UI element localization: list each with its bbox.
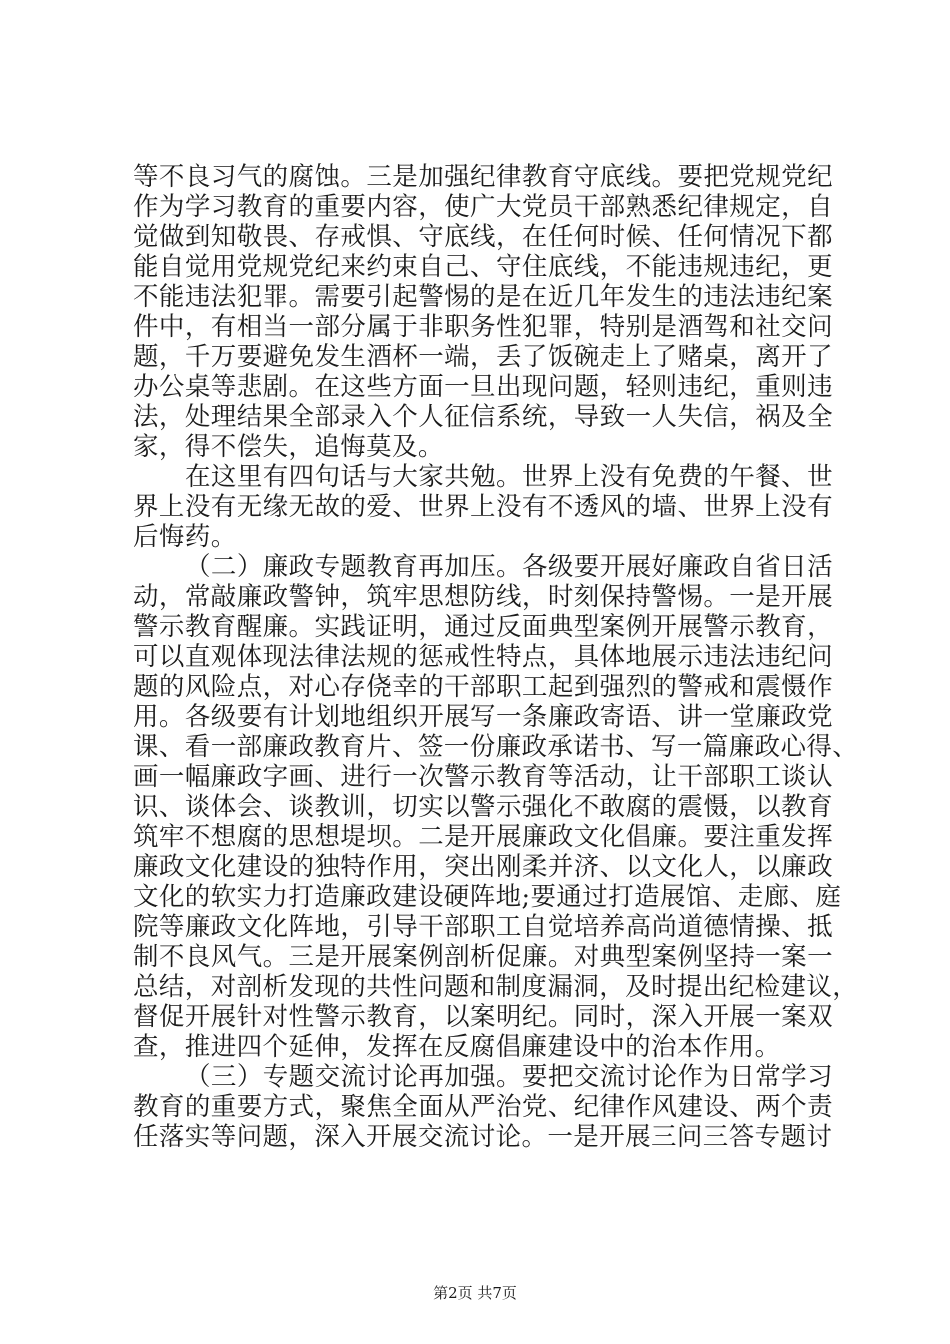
text-line: 题，千万要避免发生酒杯一端，丢了饭碗走上了赌桌，离开了: [133, 342, 833, 372]
document-body: [133, 162, 859, 1152]
text-line: 不能违法犯罪。需要引起警惕的是在近几年发生的违法违纪案: [133, 282, 833, 312]
text-line: 题的风险点，对心存侥幸的干部职工起到强烈的警戒和震慑作: [133, 672, 833, 702]
text-line: 件中，有相当一部分属于非职务性犯罪，特别是酒驾和社交问: [133, 312, 833, 342]
text-line: 家，得不偿失，追悔莫及。: [133, 432, 444, 462]
text-line: 筑牢不想腐的思想堤坝。二是开展廉政文化倡廉。要注重发挥: [133, 822, 833, 852]
text-line: 查，推进四个延伸，发挥在反腐倡廉建设中的治本作用。: [133, 1032, 781, 1062]
text-line: （三）专题交流讨论再加强。要把交流讨论作为日常学习: [185, 1062, 833, 1092]
paragraph-section-three: [133, 1062, 833, 1152]
text-line: 动，常敲廉政警钟，筑牢思想防线，时刻保持警惕。一是开展: [133, 582, 833, 612]
text-line: 能自觉用党规党纪来约束自己、守住底线，不能违规违纪，更: [133, 252, 833, 282]
text-line: 督促开展针对性警示教育，以案明纪。同时，深入开展一案双: [133, 1002, 833, 1032]
paragraph-four-sayings: [133, 462, 833, 552]
text-line: 界上没有无缘无故的爱、世界上没有不透风的墙、世界上没有: [133, 492, 833, 522]
text-line: 后悔药。: [133, 522, 237, 552]
text-line: 等不良习气的腐蚀。三是加强纪律教育守底线。要把党规党纪: [133, 162, 833, 192]
text-line: 任落实等问题，深入开展交流讨论。一是开展三问三答专题讨: [133, 1122, 833, 1152]
text-line: 教育的重要方式，聚焦全面从严治党、纪律作风建设、两个责: [133, 1092, 833, 1122]
text-line: 用。各级要有计划地组织开展写一条廉政寄语、讲一堂廉政党: [133, 702, 833, 732]
text-line: 警示教育醒廉。实践证明，通过反面典型案例开展警示教育，: [133, 612, 833, 642]
text-line: （二）廉政专题教育再加压。各级要开展好廉政自省日活: [185, 552, 833, 582]
text-line: 识、谈体会、谈教训，切实以警示强化不敢腐的震慑，以教育: [133, 792, 833, 822]
text-line: 课、看一部廉政教育片、签一份廉政承诺书、写一篇廉政心得、: [133, 732, 859, 762]
text-line: 总结，对剖析发现的共性问题和制度漏洞，及时提出纪检建议，: [133, 972, 859, 1002]
text-line: 制不良风气。三是开展案例剖析促廉。对典型案例坚持一案一: [133, 942, 833, 972]
page-footer: 第2页 共7页: [433, 1284, 517, 1302]
text-line: 院等廉政文化阵地，引导干部职工自觉培养高尚道德情操、抵: [133, 912, 833, 942]
text-line: 可以直观体现法律法规的惩戒性特点，具体地展示违法违纪问: [133, 642, 833, 672]
text-line: 文化的软实力打造廉政建设硬阵地;要通过打造展馆、走廊、庭: [133, 882, 842, 912]
paragraph-discipline-education: [133, 162, 833, 462]
text-line: 在这里有四句话与大家共勉。世界上没有免费的午餐、世: [185, 462, 833, 492]
text-line: 办公桌等悲剧。在这些方面一旦出现问题，轻则违纪，重则违: [133, 372, 833, 402]
text-line: 觉做到知敬畏、存戒惧、守底线，在任何时候、任何情况下都: [133, 222, 833, 252]
text-line: 作为学习教育的重要内容，使广大党员干部熟悉纪律规定，自: [133, 192, 833, 222]
text-line: 画一幅廉政字画、进行一次警示教育等活动，让干部职工谈认: [133, 762, 833, 792]
text-line: 廉政文化建设的独特作用，突出刚柔并济、以文化人，以廉政: [133, 852, 833, 882]
text-line: 法，处理结果全部录入个人征信系统，导致一人失信，祸及全: [133, 402, 833, 432]
paragraph-section-two: [133, 552, 859, 1062]
